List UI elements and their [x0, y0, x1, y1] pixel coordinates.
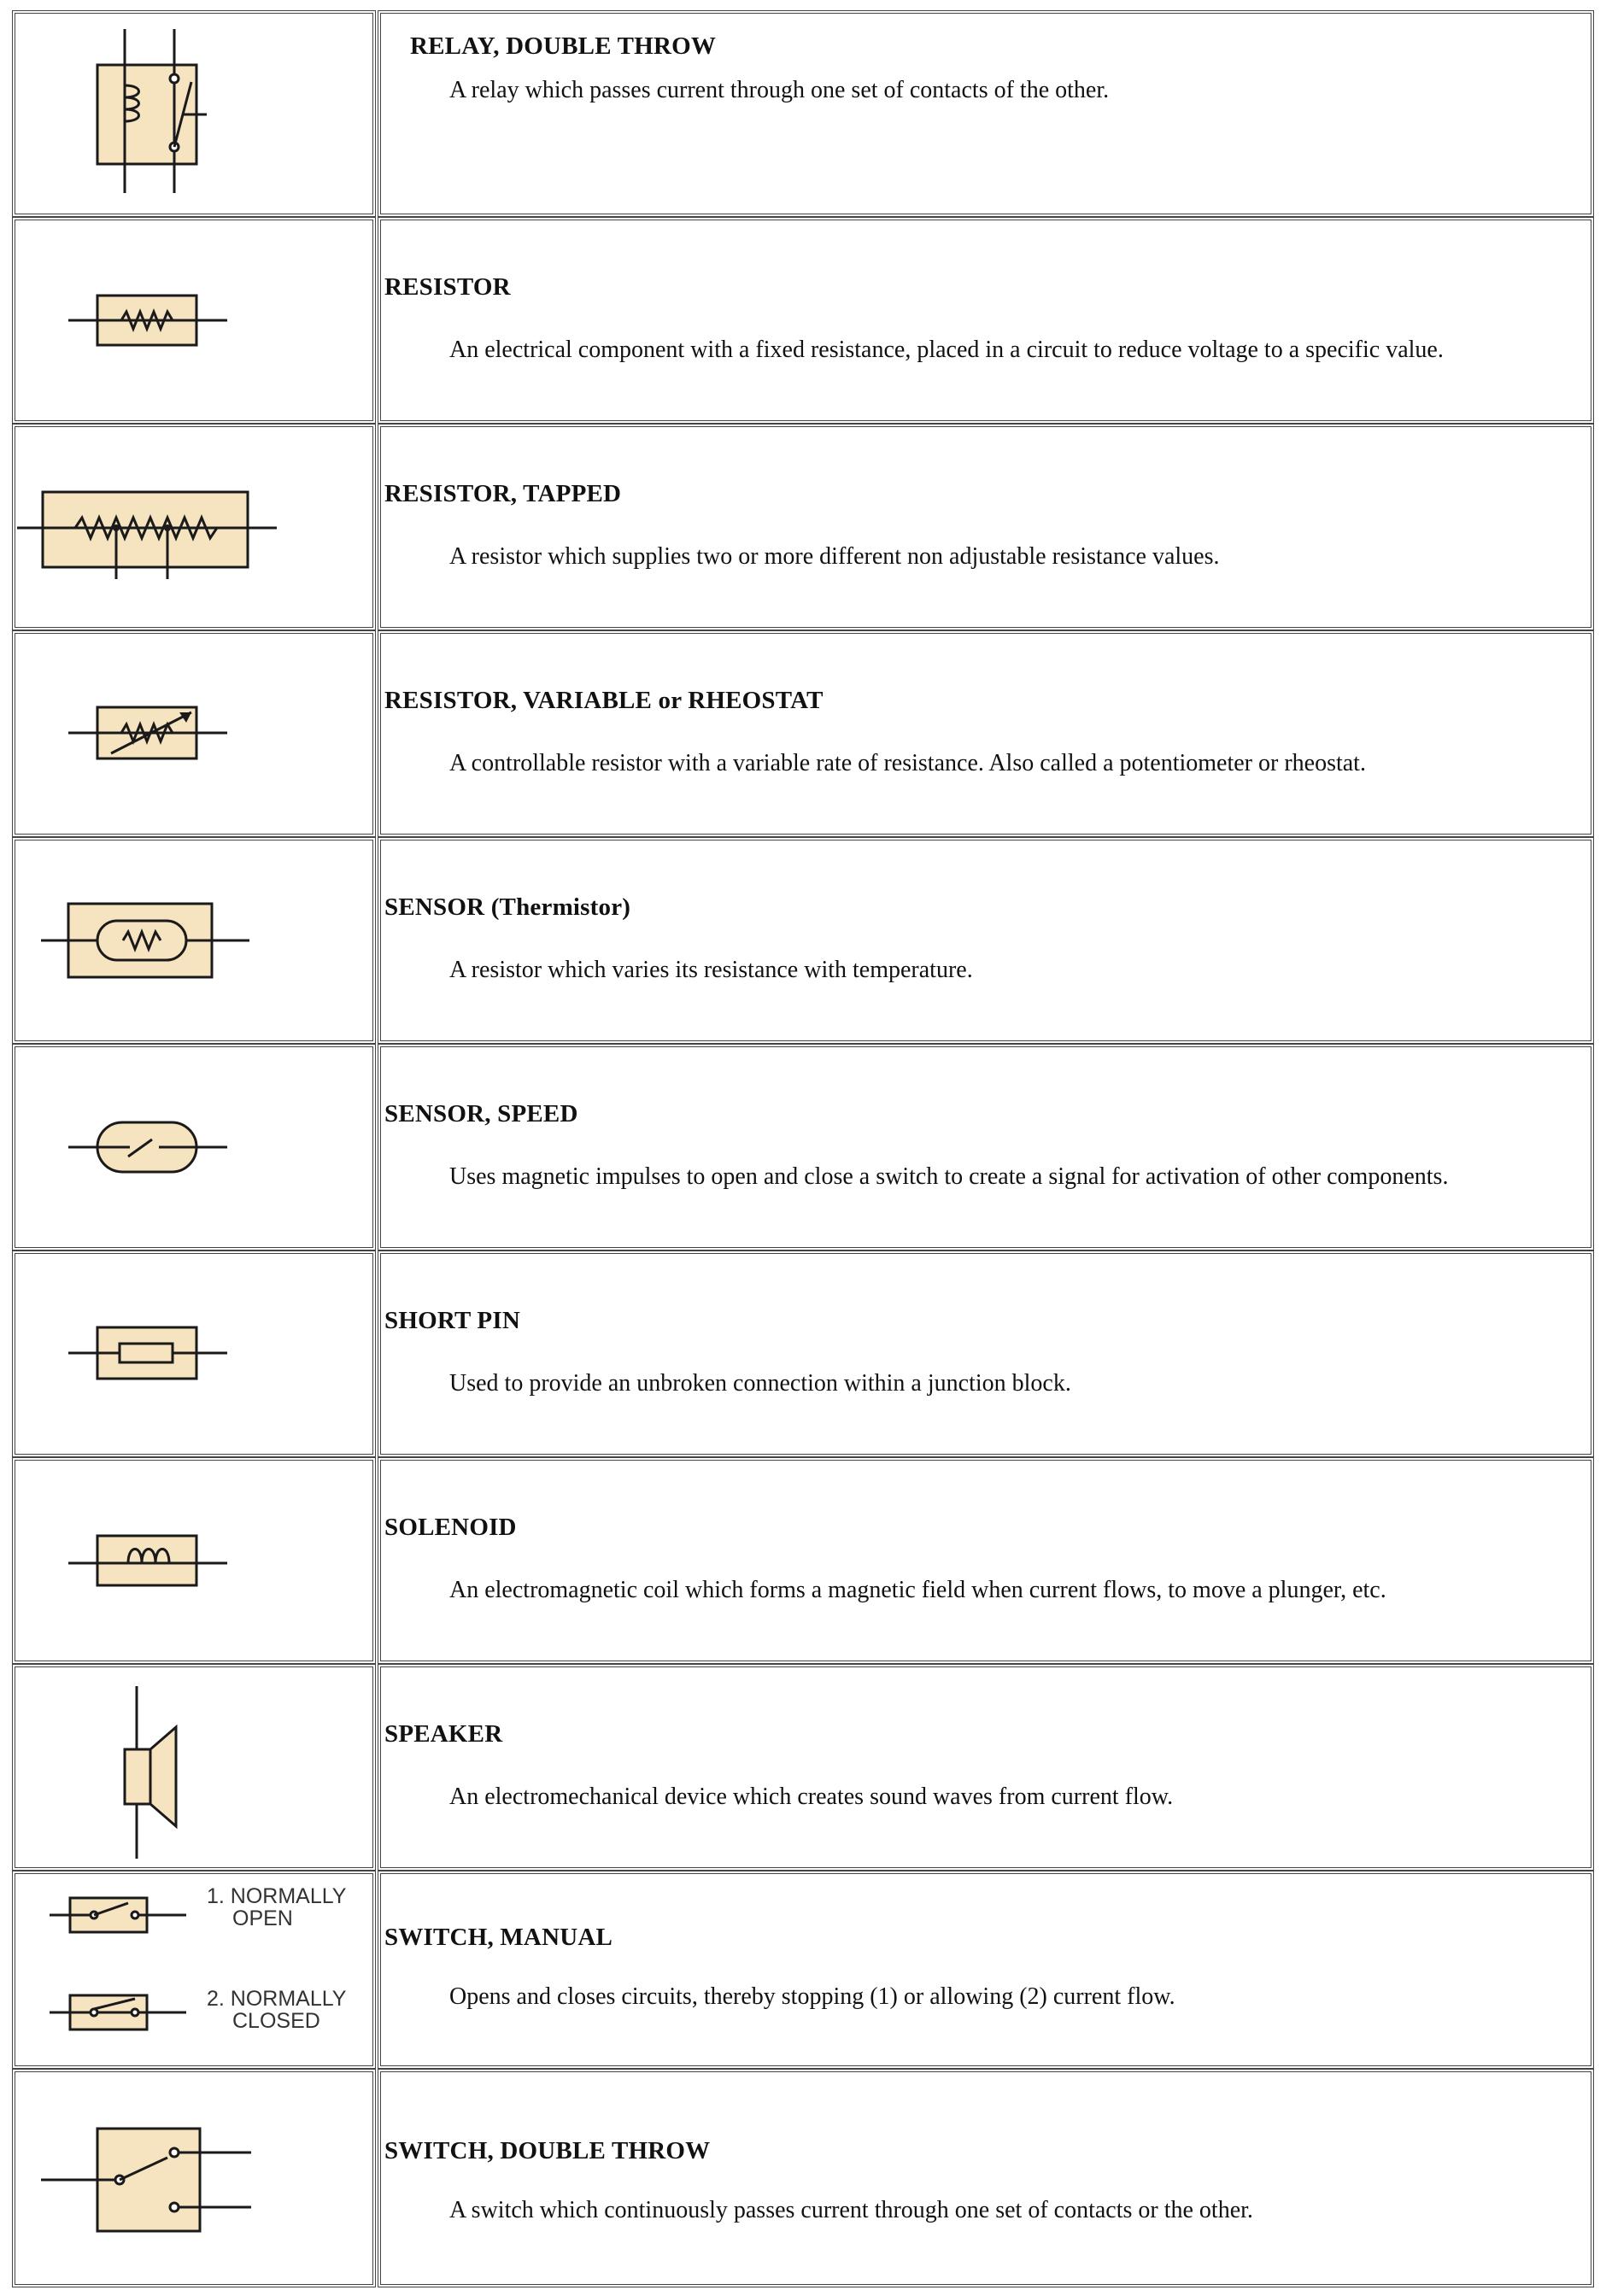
resistor-icon	[15, 220, 372, 420]
symbol-title: RESISTOR	[384, 273, 511, 301]
symbol-cell	[12, 837, 376, 1044]
symbol-description: An electrical component with a fixed resistance, placed in a circuit to reduce voltage to a specific value.	[449, 337, 1444, 363]
normally-open-label: 1. NORMALLY	[207, 1884, 347, 1908]
symbol-cell	[12, 10, 376, 217]
thermistor-icon	[15, 840, 372, 1040]
normally-closed-word: CLOSED	[232, 2009, 320, 2033]
symbol-title: SPEAKER	[384, 1720, 503, 1748]
description-cell	[378, 1250, 1594, 1457]
description-cell	[378, 1457, 1594, 1664]
table-row	[12, 837, 1594, 1044]
table-row	[12, 1871, 1594, 2069]
symbol-description: An electromechanical device which creates sound waves from current flow.	[449, 1784, 1174, 1810]
symbol-cell	[12, 1044, 376, 1250]
symbol-title: RESISTOR, VARIABLE or RHEOSTAT	[384, 687, 824, 714]
symbol-title: RELAY, DOUBLE THROW	[410, 32, 717, 60]
symbol-cell	[12, 217, 376, 424]
symbol-title: SOLENOID	[384, 1514, 517, 1541]
description-cell	[378, 630, 1594, 837]
symbol-cell	[12, 1664, 376, 1871]
short-pin-icon	[15, 1254, 372, 1454]
speed-sensor-icon	[15, 1047, 372, 1247]
symbol-description: Uses magnetic impulses to open and close a switch to create a signal for activation of other components.	[449, 1163, 1449, 1190]
symbol-title: SHORT PIN	[384, 1307, 520, 1334]
symbol-title: SENSOR, SPEED	[384, 1100, 578, 1128]
table-row	[12, 10, 1594, 217]
symbol-title: SENSOR (Thermistor)	[384, 893, 631, 921]
description-cell	[378, 10, 1594, 217]
symbol-description: A relay which passes current through one set of contacts of the other.	[449, 77, 1110, 103]
symbol-description: A resistor which varies its resistance with temperature.	[449, 957, 973, 983]
symbol-cell	[12, 424, 376, 630]
double-throw-switch-icon	[15, 2072, 372, 2284]
tapped-resistor-icon	[15, 427, 372, 627]
symbol-cell	[12, 1250, 376, 1457]
normally-closed-label: 2. NORMALLY	[207, 1987, 347, 2011]
table-row	[12, 217, 1594, 424]
symbol-description: A switch which continuously passes current through one set of contacts or the other.	[449, 2197, 1253, 2223]
table-row	[12, 1664, 1594, 1871]
table-row	[12, 2069, 1594, 2287]
speaker-icon	[15, 1667, 372, 1867]
description-cell	[378, 424, 1594, 630]
description-cell	[378, 1044, 1594, 1250]
table-row	[12, 1044, 1594, 1250]
manual-switch-icon	[15, 1874, 372, 2065]
table-row	[12, 424, 1594, 630]
symbol-title: SWITCH, DOUBLE THROW	[384, 2137, 711, 2164]
symbol-description: Opens and closes circuits, thereby stopping (1) or allowing (2) current flow.	[449, 1983, 1175, 2010]
table-row	[12, 1457, 1594, 1664]
symbol-title: SWITCH, MANUAL	[384, 1924, 613, 1951]
normally-open-word: OPEN	[232, 1906, 293, 1930]
symbol-description: Used to provide an unbroken connection within a junction block.	[449, 1370, 1071, 1397]
symbol-table	[12, 10, 1594, 2296]
description-cell	[378, 2069, 1594, 2287]
symbol-cell	[12, 1871, 376, 2069]
solenoid-icon	[15, 1461, 372, 1660]
variable-resistor-icon	[15, 634, 372, 834]
symbol-cell	[12, 1457, 376, 1664]
symbol-cell	[12, 2069, 376, 2287]
symbol-cell	[12, 630, 376, 837]
relay-double-throw-icon	[15, 14, 372, 214]
description-cell	[378, 1664, 1594, 1871]
description-cell	[378, 1871, 1594, 2069]
symbol-description: A controllable resistor with a variable rate of resistance. Also called a potentiometer or rheostat.	[449, 750, 1366, 776]
symbol-title: RESISTOR, TAPPED	[384, 480, 622, 507]
table-row	[12, 630, 1594, 837]
symbol-description: An electromagnetic coil which forms a magnetic field when current flows, to move a plunger, etc.	[449, 1577, 1386, 1603]
description-cell	[378, 837, 1594, 1044]
table-row	[12, 1250, 1594, 1457]
symbol-description: A resistor which supplies two or more different non adjustable resistance values.	[449, 543, 1220, 570]
description-cell	[378, 217, 1594, 424]
